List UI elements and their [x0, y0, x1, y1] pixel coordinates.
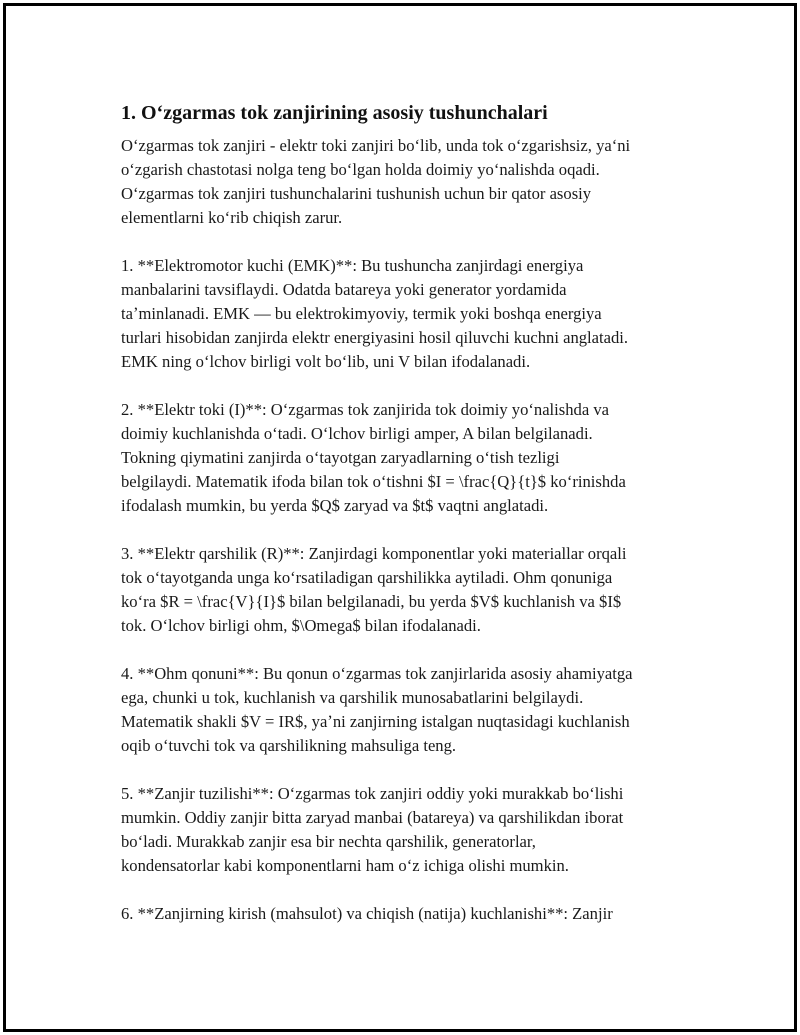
paragraph — [121, 542, 696, 638]
text-line: EMK ning oʻlchov birligi volt boʻlib, uni V bilan ifodalanadi. — [121, 352, 531, 371]
text-line: 4. **Ohm qonuni**: Bu qonun oʻzgarmas tok zanjirlarida asosiy ahamiyatga — [121, 664, 633, 683]
paragraph — [121, 662, 696, 758]
text-line: tok oʻtayotganda unga koʻrsatiladigan qarshilikka aytiladi. Ohm qonuniga — [121, 568, 613, 587]
paragraph — [121, 398, 696, 518]
paragraph-list — [121, 134, 696, 926]
section-heading: 1. Oʻzgarmas tok zanjirining asosiy tushunchalari — [121, 102, 548, 124]
text-line: oqib oʻtuvchi tok va qarshilikning mahsuliga teng. — [121, 736, 457, 755]
document-body — [121, 100, 696, 950]
text-line: ega, chunki u tok, kuchlanish va qarshilik munosabatlarini belgilaydi. — [121, 688, 584, 707]
text-line: elementlarni koʻrib chiqish zarur. — [121, 208, 343, 227]
text-line: Oʻzgarmas tok zanjiri - elektr toki zanjiri boʻlib, unda tok oʻzgarishsiz, yaʻni — [121, 136, 631, 155]
text-line: 2. **Elektr toki (I)**: Oʻzgarmas tok zanjirida tok doimiy yoʻnalishda va — [121, 400, 610, 419]
text-line: 5. **Zanjir tuzilishi**: Oʻzgarmas tok zanjiri oddiy yoki murakkab boʻlishi — [121, 784, 624, 803]
text-line: Matematik shakli $V = IR$, yaʼni zanjirning istalgan nuqtasidagi kuchlanish — [121, 712, 630, 731]
text-line: 6. **Zanjirning kirish (mahsulot) va chiqish (natija) kuchlanishi**: Zanjir — [121, 904, 613, 923]
paragraph — [121, 782, 696, 878]
text-line: tok. Oʻlchov birligi ohm, $\Omega$ bilan ifodalanadi. — [121, 616, 481, 635]
text-line: turlari hisobidan zanjirda elektr energiyasini hosil qiluvchi kuchni anglatadi. — [121, 328, 629, 347]
text-line: oʻzgarish chastotasi nolga teng boʻlgan holda doimiy yoʻnalishda oqadi. — [121, 160, 600, 179]
text-line: mumkin. Oddiy zanjir bitta zaryad manbai (batareya) va qarshilikdan iborat — [121, 808, 624, 827]
text-line: 1. **Elektromotor kuchi (EMK)**: Bu tushuncha zanjirdagi energiya — [121, 256, 584, 275]
text-line: manbalarini tavsiflaydi. Odatda batareya yoki generator yordamida — [121, 280, 567, 299]
text-line: doimiy kuchlanishda oʻtadi. Oʻlchov birligi amper, A bilan belgilanadi. — [121, 424, 593, 443]
text-line: Oʻzgarmas tok zanjiri tushunchalarini tushunish uchun bir qator asosiy — [121, 184, 592, 203]
text-line: boʻladi. Murakkab zanjir esa bir nechta qarshilik, generatorlar, — [121, 832, 536, 851]
text-line: kondensatorlar kabi komponentlarni ham oʻz ichiga olishi mumkin. — [121, 856, 569, 875]
paragraph — [121, 134, 696, 230]
text-line: taʼminlanadi. EMK — bu elektrokimyoviy, termik yoki boshqa energiya — [121, 304, 602, 323]
text-line: koʻra $R = \frac{V}{I}$ bilan belgilanadi, bu yerda $V$ kuchlanish va $I$ — [121, 592, 622, 611]
text-line: 3. **Elektr qarshilik (R)**: Zanjirdagi komponentlar yoki materiallar orqali — [121, 544, 627, 563]
text-line: belgilaydi. Matematik ifoda bilan tok oʻtishni $I = \frac{Q}{t}$ koʻrinishda — [121, 472, 626, 491]
text-line: ifodalash mumkin, bu yerda $Q$ zaryad va $t$ vaqtni anglatadi. — [121, 496, 549, 515]
paragraph — [121, 254, 696, 374]
paragraph — [121, 902, 696, 926]
page-frame — [3, 3, 797, 1032]
text-line: Tokning qiymatini zanjirda oʻtayotgan zaryadlarning oʻtish tezligi — [121, 448, 560, 467]
